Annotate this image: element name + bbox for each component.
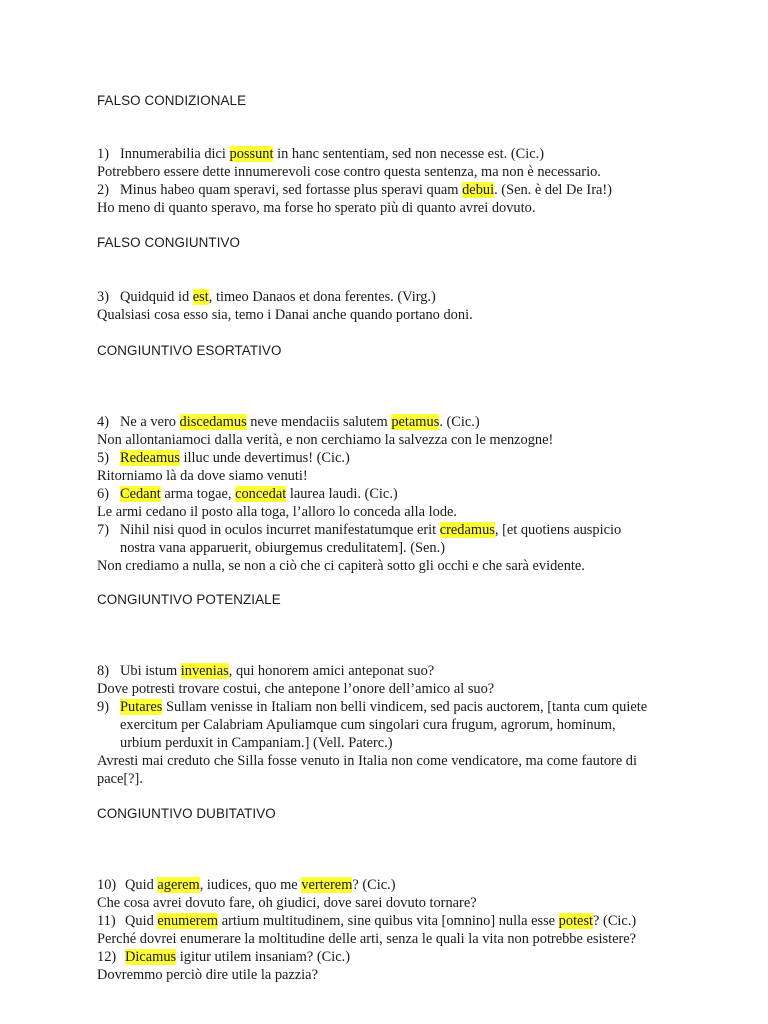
- example-number: 10): [97, 877, 117, 893]
- example-line: 4) Ne a vero discedamus neve mendaciis salutem petamus. (Cic.): [97, 414, 480, 430]
- example-line: 3) Quidquid id est, timeo Danaos et dona ferentes. (Virg.): [97, 289, 436, 305]
- highlighted-verb: Dicamus: [125, 949, 177, 965]
- example-continuation: nostra vana apparuerit, obiurgemus credulitatem]. (Sen.): [120, 540, 446, 556]
- example-number: 2): [97, 182, 109, 198]
- highlighted-verb: enumerem: [157, 913, 219, 929]
- translation-line: Dovremmo perciò dire utile la pazzia?: [97, 967, 318, 983]
- translation-line: pace[?].: [97, 771, 143, 787]
- example-number: 5): [97, 450, 109, 466]
- example-number: 6): [97, 486, 109, 502]
- example-number: 3): [97, 289, 109, 305]
- highlighted-verb: possunt: [229, 146, 274, 162]
- translation-line: Avresti mai creduto che Silla fosse venuto in Italia non come vendicatore, ma come fautore di: [97, 753, 637, 769]
- highlighted-verb: potest: [558, 913, 594, 929]
- section-heading: CONGIUNTIVO ESORTATIVO: [97, 343, 282, 358]
- highlighted-verb: discedamus: [179, 414, 247, 430]
- example-line: 6) Cedant arma togae, concedat laurea laudi. (Cic.): [97, 486, 398, 502]
- translation-line: Perché dovrei enumerare la moltitudine delle arti, senza le quali la vita non potrebbe esistere?: [97, 931, 637, 947]
- section-heading: FALSO CONDIZIONALE: [97, 93, 247, 108]
- translation-line: Ho meno di quanto speravo, ma forse ho sperato più di quanto avrei dovuto.: [97, 200, 536, 216]
- translation-line: Che cosa avrei dovuto fare, oh giudici, dove sarei dovuto tornare?: [97, 895, 477, 911]
- highlighted-verb: credamus: [439, 522, 495, 538]
- highlighted-verb: concedat: [235, 486, 287, 502]
- example-line: 12) Dicamus igitur utilem insaniam? (Cic.): [97, 949, 351, 965]
- highlighted-verb: agerem: [157, 877, 200, 893]
- section-heading: CONGIUNTIVO DUBITATIVO: [97, 806, 276, 821]
- example-number: 1): [97, 146, 109, 162]
- example-continuation: exercitum per Calabriam Apuliamque cum singolari cura frugum, agrorum, hominum,: [120, 717, 616, 733]
- translation-line: Le armi cedano il posto alla toga, l’alloro lo conceda alla lode.: [97, 504, 458, 520]
- example-number: 11): [97, 913, 116, 929]
- example-continuation: urbium perduxit in Campaniam.] (Vell. Paterc.): [120, 735, 393, 751]
- highlighted-verb: petamus: [391, 414, 440, 430]
- translation-line: Potrebbero essere dette innumerevoli cose contro questa sentenza, ma non è necessario.: [97, 164, 601, 180]
- translation-line: Qualsiasi cosa esso sia, temo i Danai anche quando portano doni.: [97, 307, 473, 323]
- highlighted-verb: Redeamus: [120, 450, 180, 466]
- highlighted-verb: est: [192, 289, 209, 305]
- example-line: 1) Innumerabilia dici possunt in hanc sententiam, sed non necesse est. (Cic.): [97, 146, 545, 162]
- example-line: 9) Putares Sullam venisse in Italiam non belli vindicem, sed pacis auctorem, [tanta cum quiete: [97, 699, 648, 715]
- example-number: 9): [97, 699, 109, 715]
- highlighted-verb: Cedant: [120, 486, 161, 502]
- translation-line: Non crediamo a nulla, se non a ciò che ci capiterà sotto gli occhi e che sarà evidente.: [97, 558, 585, 574]
- example-number: 12): [97, 949, 117, 965]
- section-heading: FALSO CONGIUNTIVO: [97, 235, 241, 250]
- example-number: 7): [97, 522, 109, 538]
- highlighted-verb: invenias: [180, 663, 229, 679]
- example-line: 7) Nihil nisi quod in oculos incurret manifestatumque erit credamus, [et quotiens auspicio: [97, 522, 622, 538]
- example-number: 8): [97, 663, 109, 679]
- section-heading: CONGIUNTIVO POTENZIALE: [97, 592, 281, 607]
- example-number: 4): [97, 414, 109, 430]
- highlighted-verb: Putares: [120, 699, 163, 715]
- example-line: 10) Quid agerem, iudices, quo me verterem? (Cic.): [97, 877, 396, 893]
- example-line: 5) Redeamus illuc unde devertimus! (Cic.): [97, 450, 350, 466]
- highlighted-verb: debui: [462, 182, 495, 198]
- highlighted-verb: verterem: [301, 877, 353, 893]
- example-line: 11) Quid enumerem artium multitudinem, sine quibus vita [omnino] nulla esse potest? (Cic.): [97, 913, 637, 929]
- example-line: 8) Ubi istum invenias, qui honorem amici anteponat suo?: [97, 663, 435, 679]
- translation-line: Non allontaniamoci dalla verità, e non cerchiamo la salvezza con le menzogne!: [97, 432, 554, 448]
- example-line: 2) Minus habeo quam speravi, sed fortasse plus speravi quam debui. (Sen. è del De Ira!): [97, 182, 612, 198]
- translation-line: Dove potresti trovare costui, che antepone l’onore dell’amico al suo?: [97, 681, 495, 697]
- translation-line: Ritorniamo là da dove siamo venuti!: [97, 468, 308, 484]
